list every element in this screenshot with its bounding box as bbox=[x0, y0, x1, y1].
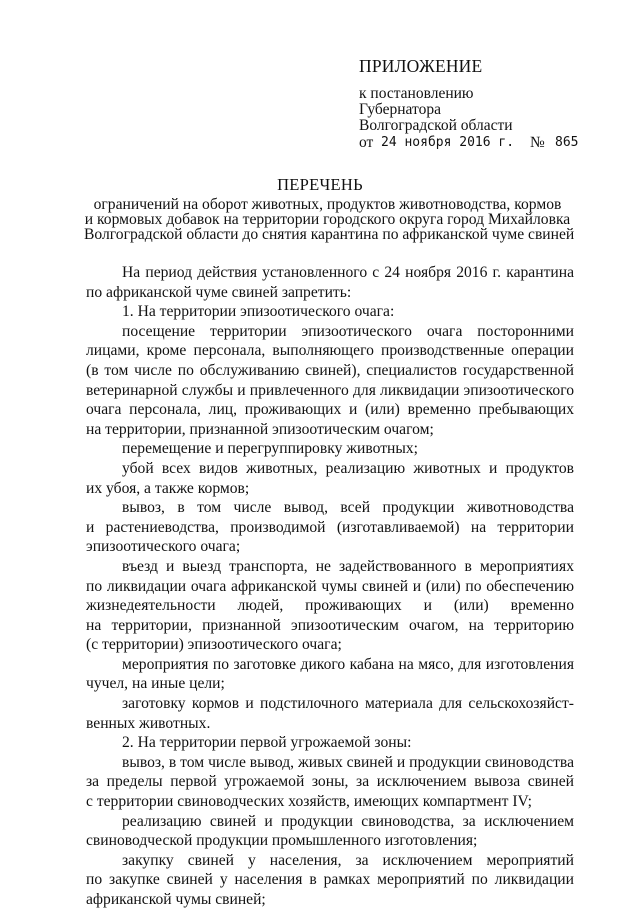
appendix-line: Губернатора bbox=[359, 101, 441, 118]
decree-number: 865 bbox=[555, 135, 579, 150]
appendix-block bbox=[359, 58, 513, 134]
body-line: заготовку кормов и подстилочного материала для сельскохозяйст- bbox=[122, 695, 574, 713]
body-line: по закупке свиней у населения в рамках мероприятий по ликвидации bbox=[86, 871, 574, 889]
appendix-title: ПРИЛОЖЕНИЕ bbox=[359, 56, 483, 76]
body-line: вывоз, в том числе вывод, живых свиней и продукции свиноводства bbox=[122, 753, 574, 771]
body-line: перемещение и перегруппировку животных; bbox=[122, 440, 418, 458]
body-line: чучел, на иные цели; bbox=[86, 675, 225, 693]
body-line: на территории, признанной эпизоотическим очагом; bbox=[86, 420, 434, 438]
body-line: убой всех видов животных, реализацию животных и продуктов bbox=[122, 459, 574, 477]
body-line: 1. На территории эпизоотического очага: bbox=[122, 303, 395, 321]
body-line: с территории свиноводческих хозяйств, имеющих компартмент IV; bbox=[86, 793, 532, 811]
body-line: (с территории) эпизоотического очага; bbox=[86, 636, 342, 654]
document-subtitle bbox=[84, 196, 575, 243]
number-prefix: № bbox=[530, 134, 545, 151]
body-line: въезд и выезд транспорта, не задействованного в мероприятиях bbox=[122, 557, 574, 575]
body-line: реализацию свиней и продукции свиноводства, за исключением bbox=[122, 812, 574, 830]
body-line: очага персонала, лиц, проживающих и (или) временно пребывающих bbox=[86, 401, 574, 419]
body-line: на территории, признанной эпизоотическим очагом, на территорию bbox=[86, 616, 574, 634]
body-line: вывоз, в том числе вывод, всей продукции животноводства bbox=[122, 499, 574, 517]
body-line: посещение территории эпизоотического очага посторонними bbox=[122, 322, 574, 340]
body-line: На период действия установленного с 24 ноября 2016 г. карантина bbox=[122, 264, 574, 281]
body-line: жизнедеятельности людей, проживающих и (или) временно bbox=[86, 597, 574, 615]
appendix-line: к постановлению bbox=[359, 85, 474, 102]
subtitle-line: ограничений на оборот животных, продуктов животноводства, кормов bbox=[93, 196, 562, 213]
body-line: свиноводческой продукции промышленного изготовления; bbox=[86, 832, 478, 850]
body-line: по африканской чуме свиней запретить: bbox=[86, 283, 352, 301]
body-line: эпизоотического очага; bbox=[86, 538, 241, 556]
document-title: ПЕРЕЧЕНЬ bbox=[277, 175, 363, 194]
body-line: африканской чумы свиней; bbox=[86, 891, 266, 908]
subtitle-line: и кормовых добавок на территории городского округа город Михайловка bbox=[84, 211, 571, 228]
body-line: ветеринарной службы и привлеченного для ликвидации эпизоотического bbox=[86, 381, 574, 399]
body-line: мероприятия по заготовке дикого кабана на мясо, для изготовления bbox=[122, 655, 574, 673]
body-line: их убоя, а также кормов; bbox=[86, 479, 250, 497]
body-line: за пределы первой угрожаемой зоны, за исключением вывоза свиней bbox=[86, 773, 574, 791]
body-line: по ликвидации очага африканской чумы свиней и (или) по обеспечению bbox=[86, 577, 574, 595]
body-line: (в том числе по обслуживанию свиней), специалистов государственной bbox=[86, 361, 574, 379]
appendix-line: Волгоградской области bbox=[359, 117, 513, 134]
date-prefix: от bbox=[359, 134, 374, 151]
body-line: лицами, кроме персонала, выполняющего производственные операции bbox=[86, 342, 574, 360]
decree-date: 24 ноября 2016 г. bbox=[381, 135, 515, 150]
body-line: и растениеводства, производимой (изготавливаемой) на территории bbox=[86, 518, 574, 536]
document-body bbox=[86, 263, 574, 910]
body-line: закупку свиней у населения, за исключением мероприятий bbox=[122, 851, 574, 869]
body-line: венных животных. bbox=[86, 714, 211, 732]
body-line: 2. На территории первой угрожаемой зоны: bbox=[122, 734, 412, 752]
subtitle-line: Волгоградской области до снятия карантина по африканской чуме свиней bbox=[84, 226, 575, 243]
